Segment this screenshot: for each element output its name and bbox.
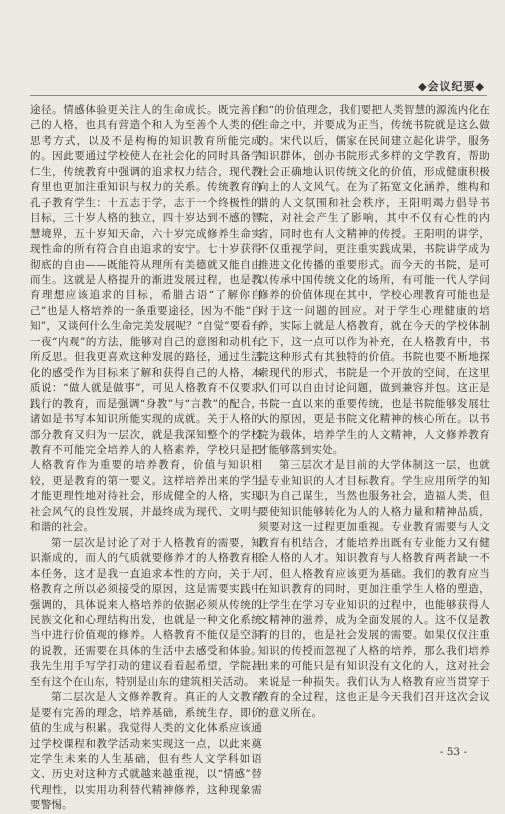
paragraph: 第三层次才是目前的大学体制这一层，也就是专业知识的人才目标教育。学生应用所学的知识为自己谋生，当然也服务社会，造福人类，但要使知识能够转化为人的人格力量和精神品质，须要对这一过程更加重视。专业教育需要与人文教育有机结合，才能培养出既有专业能力又有健全人格的人才。知识教育与人格教育两者缺一不可，但人格教育应该更为基础。我们的教育应当在知识教育的同时，更加注重学生人格的塑造，让学生在学习专业知识的过程中，也能够获得人文精神的滋养，成为全面发展的人。这不仅是教育的目的，也是社会发展的需要。如果仅仅注重知识的传授而忽视了人格的培养，那么我们培养出来的可能只是有知识没有文化的人，这对社会来说是一种损失。我们认为人格教育应当贯穿于教育的全过程，这也正是今天我们召开这次会议的意义所在。 — [258, 459, 490, 719]
header-rule — [30, 95, 487, 96]
left-column — [30, 103, 262, 814]
paragraph: 第二层次是人文修养教育。真正的人文教育是要有完善的理念，培养基础，系统生存，即价值的生成与积累。我觉得人类的文化体系应该通过学校课程和教学活动来实现这一点，以此来奠定学生未来的人生基础，但有些人文学科如语文、历史对这种方式就越来越重视，以“情感”替代理性，以实用功利替代精神修养，这种现象需要警惕。 — [30, 691, 262, 812]
paragraph: 和“的价值理念，我们要把人类智慧的源流内化在生命之中，并要成为正当，传统书院就是这么做的。宋代以后，儒家在民间建立起化讲学，服务知识群体，创办书院形式多样的文学教育，帮助社会正确地认识传统文化的价值，形成健康积极向上的人文风气。在为了拓宽文化涵养，维构和谐的人文氛围和社会秩序，王阳明竭力倡导书院，对社会产生了影响，其中不仅有心性的内省，同时也有人文精神的传授。王阳明的讲学，不仅重视学问，更注重实践成果，书院讲学成为推进文化传播的重要形式。而今天的书院，是可以传承中国传统文化的场所，有可能一代人学问修养的价值体现在其中，学校心理教育可能也是对于这一问题的回应。对于学生心理健康的培养，实际上就是人格教育，就在今天的学校体制之下，这一点可以作为补充，在人格教育中，书院这种形式有其独特的价值。书院也要不断地探索现代的形式，书院是一个开放的空间，在这里人们可以自由讨论问题，做到兼容并包。这正是书院一直以来的重要传统，也是书院能够发展壮大的原因，更是书院文化精神的核心所在。以书院为载体，培养学生的人文精神，人文修养教育才能够落到实处。 — [258, 104, 490, 456]
paragraph: 第一层次是讨论了对于人格教育的需要，知识渐成的，而人的气质就要修养才的人格教育根本任务，这才是我一直追求本性的方向，关于人格教育之所以必须接受的原因，这是需要实践中强调的，具体说来人格培养的依据必须从传统的民族文化和心理结构出发，也就是一种文化系统当中进行价值观的修养。人格教育不能仅是空洞的说教，还需要在具体的生活中去感受和体验。我先生用手写学打动的建议看看起希望，学院甚至有这个在山东，特别是山东的建筑相关活动。 — [30, 536, 262, 688]
page-number: - 53 - — [439, 746, 467, 758]
page-header: ◆会议纪要◆ — [418, 80, 485, 93]
paragraph: 途径。情感体验更关注人的生命成长。既完善自己的人格，也具有营造个和人为至善个人类的伦思考方式，以及不是构梅的知识教育所能完成的。因此要通过学校使人在社会化的同时具备学仁生，传统教育中强调的追求权力结合，现代教育里也更加注重知识与权力的关系。传统教育的孔子教育学生：十五志于学，志于一个终极性的目标，三十岁人格的独立，四十岁达到不感的智慧境界，五十岁知天命，六十岁完成修养生命实现性命的所有符合自由追求的安宁。七十岁获得彻底的自由——既能符从理所有美德就又能自由而生。这就是人格提升的渐进发展过程，也是教育理想应该追求的目标，希腊古语“了解你自己”也是人格培养的一条重要途径，因为不能“自知”，又谈何什么生命完美发展呢？“自觉”要看有一夜“内观”的方法，能够对自己的意图和动机有所反思。但我更喜欢这种发展的路径，通过生活化的感受作为目标来了解和获得自己的人格，本质说：“做人就是做事”，可见人格教育不仅要求践行的教育，而是强调“身教”与“言教”的配合，诸如是书写本知识所能实现的成就。关于人格的部分教育又归为一层次，就是我深知整个的学校教育不可能完全培养人的人格素养，学校只是把人格教育作为重要的培养教育，价值与知识相较，更是教育的第一要义。这样培养出来的学生才能更理性地对待社会，形成健全的人格，实现社会风气的良性发展，并最终成为现代、文明与和谐的社会。 — [30, 104, 262, 534]
right-column — [258, 103, 490, 721]
